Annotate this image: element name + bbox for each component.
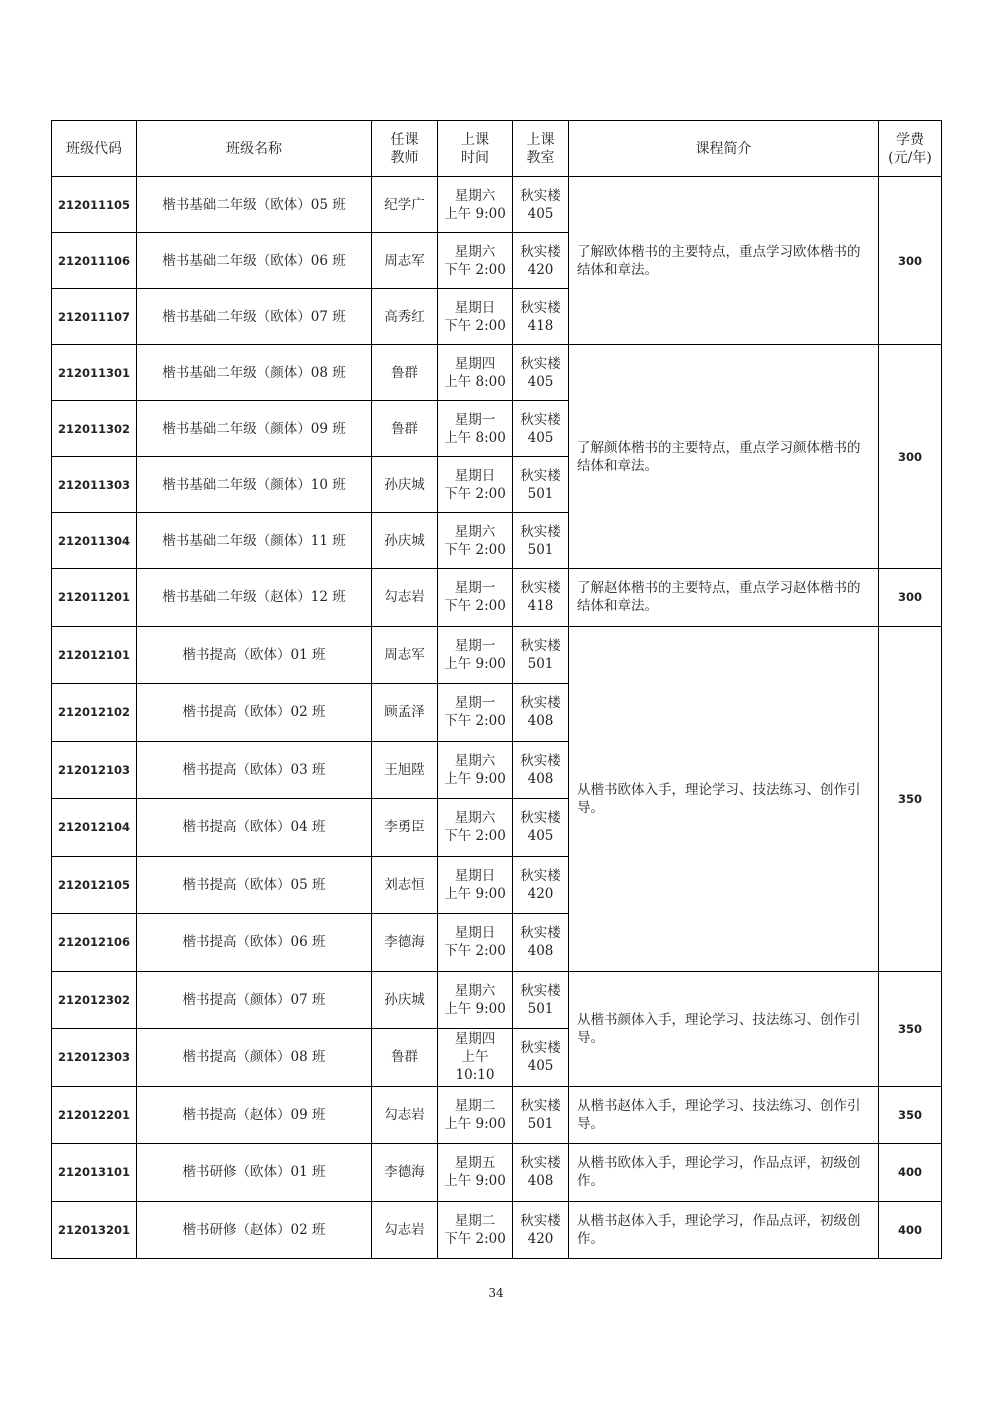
class-code-cell: 212012302 xyxy=(52,971,137,1029)
class-code-cell: 212012105 xyxy=(52,856,137,914)
classroom-cell: 秋实楼 405 xyxy=(513,401,569,457)
classroom-cell: 秋实楼 420 xyxy=(513,1201,569,1259)
class-code-cell: 212013201 xyxy=(52,1201,137,1259)
table-row xyxy=(52,177,942,233)
course-intro-cell: 了解欧体楷书的主要特点，重点学习欧体楷书的结体和章法。 xyxy=(569,177,879,345)
teacher-cell: 李德海 xyxy=(372,914,438,972)
classroom-cell: 秋实楼 405 xyxy=(513,177,569,233)
class-code-cell: 212011301 xyxy=(52,345,137,401)
class-code-cell: 212011107 xyxy=(52,289,137,345)
classroom-cell: 秋实楼 501 xyxy=(513,971,569,1029)
header-class-name: 班级名称 xyxy=(137,121,372,177)
classroom-cell: 秋实楼 408 xyxy=(513,914,569,972)
class-time-cell: 星期一 上午 8:00 xyxy=(438,401,513,457)
class-code-cell: 212012106 xyxy=(52,914,137,972)
classroom-cell: 秋实楼 408 xyxy=(513,1144,569,1202)
tuition-fee-cell: 350 xyxy=(879,1086,942,1144)
class-code-cell: 212012101 xyxy=(52,626,137,684)
class-time-cell: 星期一 下午 2:00 xyxy=(438,684,513,742)
tuition-fee-cell: 400 xyxy=(879,1201,942,1259)
page-number: 34 xyxy=(488,1286,504,1300)
class-time-cell: 星期四 上午 8:00 xyxy=(438,345,513,401)
class-code-cell: 212011201 xyxy=(52,569,137,627)
class-time-cell: 星期六 下午 2:00 xyxy=(438,233,513,289)
class-time-cell: 星期六 上午 9:00 xyxy=(438,177,513,233)
table-row xyxy=(52,1201,942,1259)
class-code-cell: 212012201 xyxy=(52,1086,137,1144)
class-name-cell: 楷书基础二年级（颜体）10 班 xyxy=(137,457,372,513)
header-classroom: 上课 教室 xyxy=(513,121,569,177)
teacher-cell: 鲁群 xyxy=(372,345,438,401)
class-name-cell: 楷书提高（欧体）04 班 xyxy=(137,799,372,857)
teacher-cell: 鲁群 xyxy=(372,401,438,457)
classroom-cell: 秋实楼 501 xyxy=(513,626,569,684)
table-row xyxy=(52,1144,942,1202)
classroom-cell: 秋实楼 418 xyxy=(513,569,569,627)
table-row xyxy=(52,345,942,401)
teacher-cell: 孙庆城 xyxy=(372,513,438,569)
class-code-cell: 212011105 xyxy=(52,177,137,233)
course-intro-cell: 从楷书赵体入手，理论学习、技法练习、创作引导。 xyxy=(569,1086,879,1144)
class-time-cell: 星期六 下午 2:00 xyxy=(438,799,513,857)
table-row xyxy=(52,569,942,627)
course-intro-cell: 了解颜体楷书的主要特点，重点学习颜体楷书的结体和章法。 xyxy=(569,345,879,569)
class-name-cell: 楷书基础二年级（颜体）08 班 xyxy=(137,345,372,401)
classroom-cell: 秋实楼 418 xyxy=(513,289,569,345)
class-name-cell: 楷书基础二年级（欧体）06 班 xyxy=(137,233,372,289)
class-name-cell: 楷书基础二年级（欧体）07 班 xyxy=(137,289,372,345)
teacher-cell: 王旭陞 xyxy=(372,741,438,799)
class-time-cell: 星期五 上午 9:00 xyxy=(438,1144,513,1202)
course-schedule-table xyxy=(51,120,942,1259)
classroom-cell: 秋实楼 405 xyxy=(513,799,569,857)
course-intro-cell: 从楷书欧体入手，理论学习，作品点评，初级创作。 xyxy=(569,1144,879,1202)
teacher-cell: 勾志岩 xyxy=(372,1201,438,1259)
tuition-fee-cell: 350 xyxy=(879,626,942,971)
classroom-cell: 秋实楼 420 xyxy=(513,233,569,289)
class-name-cell: 楷书提高（欧体）03 班 xyxy=(137,741,372,799)
class-code-cell: 212011303 xyxy=(52,457,137,513)
tuition-fee-cell: 300 xyxy=(879,177,942,345)
class-time-cell: 星期四 上午 10:10 xyxy=(438,1029,513,1087)
class-time-cell: 星期一 上午 9:00 xyxy=(438,626,513,684)
classroom-cell: 秋实楼 420 xyxy=(513,856,569,914)
header-tuition-fee: 学费 (元/年) xyxy=(879,121,942,177)
tuition-fee-cell: 400 xyxy=(879,1144,942,1202)
teacher-cell: 孙庆城 xyxy=(372,971,438,1029)
class-name-cell: 楷书基础二年级（欧体）05 班 xyxy=(137,177,372,233)
teacher-cell: 李勇臣 xyxy=(372,799,438,857)
header-teacher: 任课 教师 xyxy=(372,121,438,177)
class-name-cell: 楷书提高（颜体）07 班 xyxy=(137,971,372,1029)
class-name-cell: 楷书提高（欧体）05 班 xyxy=(137,856,372,914)
table-row xyxy=(52,1086,942,1144)
teacher-cell: 鲁群 xyxy=(372,1029,438,1087)
classroom-cell: 秋实楼 501 xyxy=(513,513,569,569)
teacher-cell: 周志军 xyxy=(372,233,438,289)
classroom-cell: 秋实楼 408 xyxy=(513,684,569,742)
table-row xyxy=(52,626,942,684)
classroom-cell: 秋实楼 405 xyxy=(513,1029,569,1087)
teacher-cell: 纪学广 xyxy=(372,177,438,233)
class-time-cell: 星期六 下午 2:00 xyxy=(438,513,513,569)
classroom-cell: 秋实楼 501 xyxy=(513,1086,569,1144)
teacher-cell: 勾志岩 xyxy=(372,1086,438,1144)
class-time-cell: 星期二 上午 9:00 xyxy=(438,1086,513,1144)
class-name-cell: 楷书提高（颜体）08 班 xyxy=(137,1029,372,1087)
classroom-cell: 秋实楼 408 xyxy=(513,741,569,799)
class-name-cell: 楷书提高（欧体）02 班 xyxy=(137,684,372,742)
class-code-cell: 212012102 xyxy=(52,684,137,742)
class-name-cell: 楷书研修（欧体）01 班 xyxy=(137,1144,372,1202)
class-name-cell: 楷书提高（欧体）01 班 xyxy=(137,626,372,684)
course-intro-cell: 了解赵体楷书的主要特点，重点学习赵体楷书的结体和章法。 xyxy=(569,569,879,627)
course-intro-cell: 从楷书颜体入手，理论学习、技法练习、创作引导。 xyxy=(569,971,879,1086)
class-time-cell: 星期日 上午 9:00 xyxy=(438,856,513,914)
class-code-cell: 212012104 xyxy=(52,799,137,857)
class-code-cell: 212012103 xyxy=(52,741,137,799)
class-name-cell: 楷书提高（欧体）06 班 xyxy=(137,914,372,972)
class-code-cell: 212011106 xyxy=(52,233,137,289)
classroom-cell: 秋实楼 405 xyxy=(513,345,569,401)
class-name-cell: 楷书基础二年级（赵体）12 班 xyxy=(137,569,372,627)
class-name-cell: 楷书基础二年级（颜体）11 班 xyxy=(137,513,372,569)
course-intro-cell: 从楷书欧体入手，理论学习、技法练习、创作引导。 xyxy=(569,626,879,971)
teacher-cell: 李德海 xyxy=(372,1144,438,1202)
class-time-cell: 星期日 下午 2:00 xyxy=(438,289,513,345)
class-name-cell: 楷书基础二年级（颜体）09 班 xyxy=(137,401,372,457)
header-class-code: 班级代码 xyxy=(52,121,137,177)
class-name-cell: 楷书提高（赵体）09 班 xyxy=(137,1086,372,1144)
tuition-fee-cell: 300 xyxy=(879,569,942,627)
class-time-cell: 星期六 上午 9:00 xyxy=(438,741,513,799)
class-time-cell: 星期六 上午 9:00 xyxy=(438,971,513,1029)
classroom-cell: 秋实楼 501 xyxy=(513,457,569,513)
teacher-cell: 周志军 xyxy=(372,626,438,684)
header-class-time: 上课 时间 xyxy=(438,121,513,177)
table-header-row xyxy=(52,121,942,177)
teacher-cell: 高秀红 xyxy=(372,289,438,345)
teacher-cell: 刘志恒 xyxy=(372,856,438,914)
class-time-cell: 星期日 下午 2:00 xyxy=(438,457,513,513)
teacher-cell: 勾志岩 xyxy=(372,569,438,627)
table-row xyxy=(52,971,942,1029)
class-time-cell: 星期二 下午 2:00 xyxy=(438,1201,513,1259)
teacher-cell: 顾孟泽 xyxy=(372,684,438,742)
class-time-cell: 星期日 下午 2:00 xyxy=(438,914,513,972)
tuition-fee-cell: 300 xyxy=(879,345,942,569)
tuition-fee-cell: 350 xyxy=(879,971,942,1086)
header-course-intro: 课程简介 xyxy=(569,121,879,177)
class-name-cell: 楷书研修（赵体）02 班 xyxy=(137,1201,372,1259)
class-code-cell: 212011302 xyxy=(52,401,137,457)
course-intro-cell: 从楷书赵体入手，理论学习，作品点评，初级创作。 xyxy=(569,1201,879,1259)
teacher-cell: 孙庆城 xyxy=(372,457,438,513)
class-code-cell: 212013101 xyxy=(52,1144,137,1202)
class-code-cell: 212012303 xyxy=(52,1029,137,1087)
class-time-cell: 星期一 下午 2:00 xyxy=(438,569,513,627)
class-code-cell: 212011304 xyxy=(52,513,137,569)
